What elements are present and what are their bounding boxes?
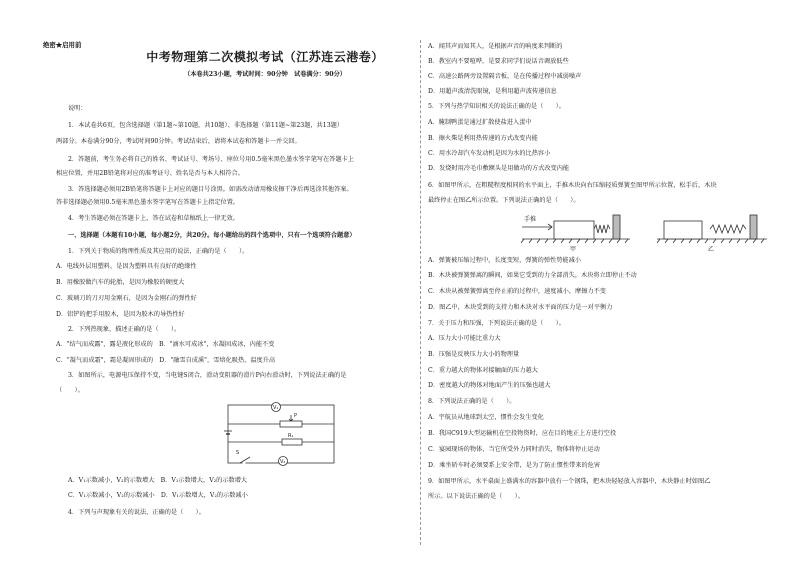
question-4: 4．下列与声现象有关的说法，正确的是（ ）。 [68,509,205,516]
question-1: 1．下列关于物质的物理性质及其应用的说法，正确的是（ ）。 [68,248,249,255]
wall-jia [613,215,620,239]
q1-option-a: A．电线外层用塑料，是因为塑料具有良好的绝缘性 [56,263,197,270]
section-1-heading: 一、选择题（本题有10小题，每小题2分，共20分。每小题给出的四个选项中，只有一个选项符合题意） [68,232,356,239]
secret-mark: 绝密★启用前 [43,41,82,49]
q4-option-d: D．用超声波清洗眼镜，是利用超声波传递信息 [428,88,557,95]
page-title: 中考物理第二次模拟考试（江苏连云港卷） [146,50,384,64]
question-2: 2．下列热现象，描述正确的是（ ）。 [68,326,181,333]
r1-label: R₁ [288,433,294,439]
question-6b: 最终停止在图乙所示位置。下列说法正确的是（ ）。 [428,197,580,204]
sliding-rheostat [280,421,302,427]
q4-option-c: C．高速公路两旁设置隔音板，是在传播过程中减弱噪声 [428,73,582,80]
q8-option-d: D．乘坐轿车时必须要系上安全带，是为了防止惯性带来的危害 [428,462,601,469]
q6-option-b: B．木块被弹簧弹离的瞬间，如果它受到的力全部消失，木块将立即停止不动 [428,272,637,279]
q2-options-cd: C．"凝气而成霜"，霜是凝固形成的 D．"融雪自成溪"，雪熔化吸热，温度升高 [56,357,276,364]
q5-option-b: B．擦火柴是利用热传递的方式改变内能 [428,135,538,142]
slider-p-label: P [294,413,298,419]
q4-option-b: B．教室内不要喧哗，是要求同学们说话音调放低些 [428,58,569,65]
q6-option-c: C．木块从被弹簧弹离至停止前的过程中，速度减小，摩擦力不变 [428,288,606,295]
figure-yi-label: 乙 [708,246,715,253]
spring-compressed-icon [594,225,610,233]
v2-label: V₂ [280,459,286,465]
q1-option-b: B．用橡胶做汽车的轮胎，是因为橡胶的硬度大 [56,279,185,286]
q5-option-c: C．用水冷却汽车发动机是因为水的比热容小 [428,150,551,157]
instruction-3a: 3．答选择题必须用2B铅笔将答题卡上对应的题目号涂黑。如需改动请用橡皮擦干净后再选涂其他答案。 [68,186,353,193]
question-3a: 3．如图所示，电源电压保持不变，当电键S闭合，滑动变阻器的滑片P向右滑动时，下列说法正确的是 [68,372,347,379]
instruction-2a: 2．答题前，考生务必将自己的姓名、考试证号、考场号、座位号用0.5毫米黑色墨水签字笔写在答题卡上 [68,156,355,163]
q7-option-a: A．压力大小可能比重力大 [428,335,501,342]
circuit-frame [228,405,334,463]
instruction-2b: 相应位置，并用2B铅笔将对应的准考证号、姓名是否与本人相符合。 [56,170,244,177]
column-divider [420,40,421,545]
q5-option-a: A．腌制鸭蛋是通过扩散使盐进入蛋中 [428,119,532,126]
instruction-1a: 1．本试卷共6页，包含选择题（第1题~第10题，共10题）、非选择题（第11题~第23题，共13题） [68,122,344,129]
page-subtitle: （本卷共23小题，考试时间：90分钟 试卷满分：90分） [184,71,346,78]
spring-block-figure [482,207,770,253]
switch-s-label: S [236,450,240,456]
q3-options-cd: C．V₁示数减小，V₂的示数减小 D．V₁示数增大，V₂的示数减小 [68,492,248,499]
q7-option-c: C．重力越大的物体对接触面的压力越大 [428,367,538,374]
instruction-1b: 两部分。本卷满分90分，考试时间90分钟。考试结束后，请将本试卷和答题卡一并交回。 [56,138,301,145]
q1-option-c: C．玻璃刀的刀刃用金刚石，是因为金刚石的弹性好 [56,295,197,302]
hand-push-label: 手推 [524,216,537,223]
question-7: 7．关于压力和压强，下列说法正确的是（ ）。 [428,320,565,327]
q5-option-d: D．发烧时用冷毛巾敷额头是用做功的方式改变内能 [428,165,570,172]
question-9a: 9．如图甲所示，水平桌面上盛满水的容器中放有一个钢珠，把木块轻轻放入容器中，木块静止时如图乙 [428,478,711,485]
ground-hatching-jia [521,239,628,243]
resistor-r1 [282,439,302,445]
question-3b: （ ）。 [56,387,84,394]
block-yi [664,221,702,239]
question-5: 5．下列与热学知识相关的说法正确的是（ ）。 [428,103,565,110]
v1-label: V₁ [273,405,279,411]
q4-option-a: A．闻其声而知其人，是根据声音的响度来判断的 [428,43,563,50]
q2-options-ab: A．"结气而成露"，露是液化形成的 B．"滴水可成冰"，水凝固成冰，内能不变 [56,341,275,348]
q1-option-d: D．铝铲的把手用胶木，是因为胶木的导热性好 [56,311,185,318]
figure-jia-label: 甲 [570,246,577,253]
question-6a: 6．如图甲所示，在粗糙程度相同的水平面上，手推木块向右压缩轻质弹簧至图甲所示位置，松手后，木块 [428,182,717,189]
wall-yi [750,215,757,239]
instruction-4: 4．考生答题必须在答题卡上，答在试卷和草稿纸上一律无效。 [68,215,239,222]
q8-option-c: C．宴园现场的物体，当它所受外力同时消失，物体将停止运动 [428,446,600,453]
circuit-diagram [222,399,342,471]
question-8: 8．下列说法正确的是（ ）。 [428,398,516,405]
spring-relaxed-icon [710,225,746,233]
q7-option-b: B．压强是反映压力大小的物理量 [428,351,520,358]
instructions-title: 说明： [68,105,87,112]
q8-option-b: B．我国C919大型运输机在空投物资时，应在目的地正上方进行空投 [428,430,617,437]
ground-hatching-yi [657,239,764,243]
q8-option-a: A．宇航员从地球到太空，惯性会发生变化 [428,414,544,421]
q7-option-d: D．密度越大的物体对地面产生的压强也越大 [428,382,551,389]
block-jia [554,221,594,239]
q6-option-a: A．弹簧被压缩过程中，长度变短，弹簧的弹性势能减小 [428,257,581,264]
question-9b: 所示。以下说法正确的是（ ）。 [428,493,524,500]
q3-options-ab: A．V₁示数减小，V₂的示数增大 B．V₁示数增大，V₂的示数增大 [68,477,248,484]
instruction-3b: 答非选择题必须用0.5毫米黑色墨水签字笔写在答题卡上指定位置。 [56,199,240,206]
q6-option-d: D．图乙中，木块受到的支持力和木块对水平面的压力是一对平衡力 [428,304,613,311]
rheostat-slider-arrow [289,415,293,421]
